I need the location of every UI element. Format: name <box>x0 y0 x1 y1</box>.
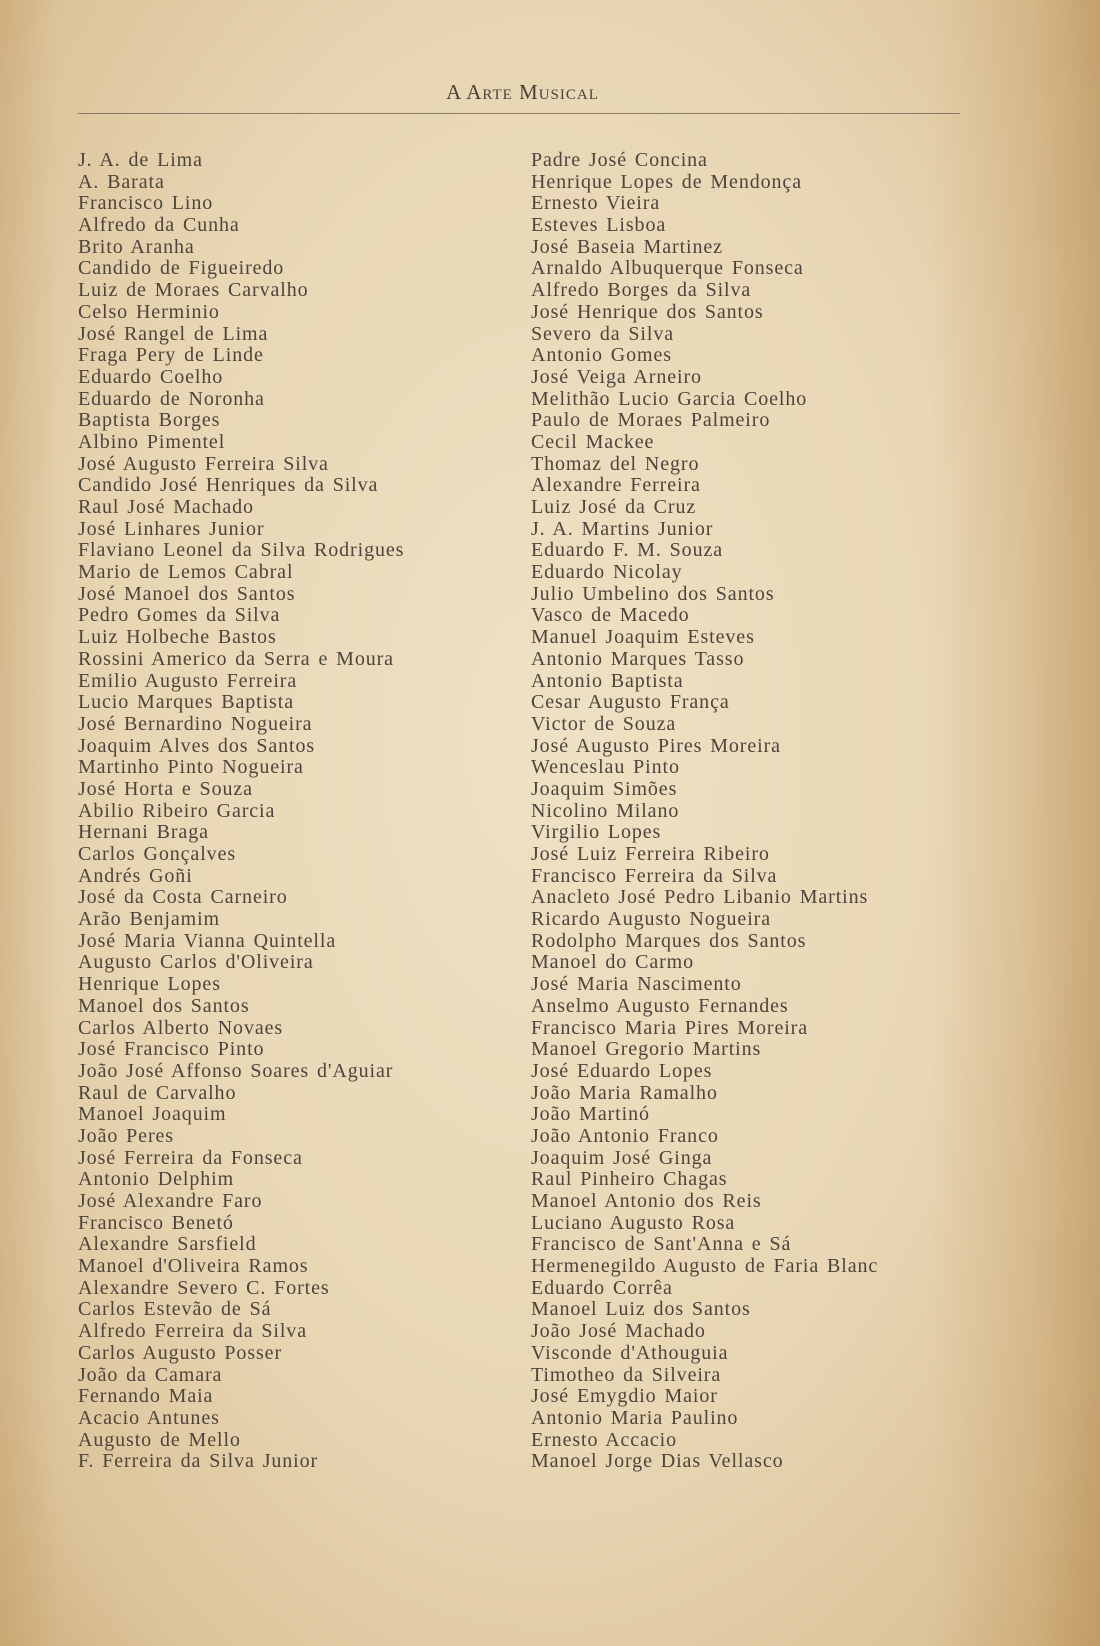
name-entry: Joaquim José Ginga <box>531 1146 713 1169</box>
name-entry: Augusto Carlos d'Oliveira <box>78 951 314 974</box>
name-entry: Manoel Joaquim <box>78 1103 227 1126</box>
name-entry: Antonio Gomes <box>531 344 672 367</box>
name-entry: Eduardo Nicolay <box>531 561 683 584</box>
name-entry: José Emygdio Maior <box>531 1385 718 1408</box>
name-entry: Manoel Antonio dos Reis <box>531 1190 762 1212</box>
name-entry: Virgilio Lopes <box>531 821 662 844</box>
name-entry: Carlos Alberto Novaes <box>78 1016 284 1039</box>
name-entry: Melithão Lucio Garcia Coelho <box>531 387 808 410</box>
name-entry: A. Barata <box>78 170 165 193</box>
name-entry: Victor de Souza <box>531 712 677 735</box>
name-entry: Emilio Augusto Ferreira <box>78 669 298 692</box>
name-entry: Pedro Gomes da Silva <box>78 604 281 627</box>
name-entry: Andrés Goñi <box>78 864 193 887</box>
name-entry: Fraga Pery de Linde <box>78 344 264 367</box>
left-name-column <box>78 150 404 1473</box>
name-entry: Antonio Baptista <box>531 669 684 692</box>
name-entry: Celso Herminio <box>78 300 220 323</box>
name-entry: Alexandre Severo C. Fortes <box>78 1276 330 1299</box>
name-entry: Acacio Antunes <box>78 1406 220 1429</box>
name-entry: Flaviano Leonel da Silva Rodrigues <box>78 539 405 562</box>
name-entry: Antonio Delphim <box>78 1168 235 1191</box>
name-entry: Raul de Carvalho <box>78 1081 237 1104</box>
name-entry: Hermenegildo Augusto de Faria Blanc <box>531 1255 879 1278</box>
name-entry: Brito Aranha <box>78 235 195 258</box>
name-entry: Antonio Maria Paulino <box>531 1406 739 1429</box>
name-entry: João José Machado <box>531 1320 706 1343</box>
name-entry: Alfredo da Cunha <box>78 214 240 237</box>
name-entry: Abilio Ribeiro Garcia <box>78 799 276 822</box>
name-entry: José Linhares Junior <box>78 517 265 540</box>
name-entry: Timotheo da Silveira <box>531 1363 722 1386</box>
name-entry: João da Camara <box>78 1363 223 1386</box>
name-entry: José Eduardo Lopes <box>531 1059 713 1082</box>
name-entry: João Martinó <box>531 1103 650 1126</box>
name-entry: Carlos Gonçalves <box>78 843 237 865</box>
name-entry: Esteves Lisboa <box>531 214 667 237</box>
name-entry: Anacleto José Pedro Libanio Martins <box>531 886 869 909</box>
name-entry: Manoel dos Santos <box>78 994 250 1017</box>
name-entry: Baptista Borges <box>78 409 221 432</box>
name-entry: Hernani Braga <box>78 821 209 844</box>
name-entry: Luiz de Moraes Carvalho <box>78 279 309 302</box>
name-entry: José Horta e Souza <box>78 777 253 800</box>
name-entry: Albino Pimentel <box>78 430 226 453</box>
name-entry: José Maria Nascimento <box>531 973 742 996</box>
name-entry: José Baseia Martinez <box>531 235 723 258</box>
name-entry: João Antonio Franco <box>531 1124 719 1147</box>
name-entry: José Manoel dos Santos <box>78 582 296 605</box>
name-entry: Fernando Maia <box>78 1385 214 1408</box>
name-entry: Joaquim Simões <box>531 777 678 800</box>
name-entry: Raul José Machado <box>78 496 254 518</box>
name-entry: Alfredo Borges da Silva <box>531 279 752 302</box>
name-entry: João Peres <box>78 1124 174 1147</box>
name-entry: J. A. Martins Junior <box>531 517 714 540</box>
name-entry: Mario de Lemos Cabral <box>78 561 294 584</box>
name-entry: Lucio Marques Baptista <box>78 691 294 714</box>
header-rule <box>78 113 960 114</box>
name-entry: Padre José Concina <box>531 149 708 171</box>
name-entry: Thomaz del Negro <box>531 452 700 475</box>
name-entry: Augusto de Mello <box>78 1428 241 1451</box>
name-entry: Visconde d'Athouguia <box>531 1341 729 1364</box>
right-name-column <box>531 150 878 1473</box>
name-entry: José Augusto Pires Moreira <box>531 734 781 757</box>
name-entry: Candido José Henriques da Silva <box>78 474 379 497</box>
name-entry: F. Ferreira da Silva Junior <box>78 1450 319 1473</box>
name-entry: Manoel Gregorio Martins <box>531 1038 762 1061</box>
name-entry: José Augusto Ferreira Silva <box>78 452 329 475</box>
name-entry: Vasco de Macedo <box>531 604 690 627</box>
name-entry: Ernesto Vieira <box>531 192 661 215</box>
name-entry: José Rangel de Lima <box>78 322 269 345</box>
name-entry: José Maria Vianna Quintella <box>78 929 337 952</box>
name-entry: Manoel do Carmo <box>531 951 695 974</box>
name-entry: Candido de Figueiredo <box>78 257 285 280</box>
name-entry: Henrique Lopes <box>78 973 221 996</box>
name-entry: Rossini Americo da Serra e Moura <box>78 647 394 670</box>
name-entry: Alexandre Sarsfield <box>78 1233 257 1256</box>
name-entry: José da Costa Carneiro <box>78 886 288 909</box>
name-entry: José Bernardino Nogueira <box>78 712 313 735</box>
name-entry: Francisco Maria Pires Moreira <box>531 1016 809 1039</box>
name-entry: Alexandre Ferreira <box>531 474 701 497</box>
name-entry: João Maria Ramalho <box>531 1081 718 1104</box>
name-entry: José Veiga Arneiro <box>531 365 702 388</box>
name-entry: Henrique Lopes de Mendonça <box>531 170 802 193</box>
name-entry: Wenceslau Pinto <box>531 756 680 779</box>
name-entry: Francisco Ferreira da Silva <box>531 864 778 887</box>
name-entry: Nicolino Milano <box>531 799 680 822</box>
name-entry: Raul Pinheiro Chagas <box>531 1168 728 1191</box>
name-entry: Anselmo Augusto Fernandes <box>531 994 789 1017</box>
name-entry: Manoel Jorge Dias Vellasco <box>531 1450 784 1473</box>
name-entry: Luiz Holbeche Bastos <box>78 626 277 649</box>
name-entry: Cecil Mackee <box>531 430 655 453</box>
name-entry: Rodolpho Marques dos Santos <box>531 929 807 952</box>
name-entry: Carlos Augusto Posser <box>78 1341 283 1364</box>
name-entry: Manuel Joaquim Esteves <box>531 626 755 649</box>
name-entry: Eduardo Coelho <box>78 365 224 388</box>
name-entry: Carlos Estevão de Sá <box>78 1298 272 1321</box>
name-entry: Luciano Augusto Rosa <box>531 1211 736 1234</box>
name-entry: José Ferreira da Fonseca <box>78 1146 303 1169</box>
name-entry: Eduardo F. M. Souza <box>531 539 724 562</box>
name-entry: José Alexandre Faro <box>78 1190 263 1212</box>
name-entry: José Francisco Pinto <box>78 1038 265 1061</box>
name-entry: Ricardo Augusto Nogueira <box>531 908 772 931</box>
name-entry: Julio Umbelino dos Santos <box>531 582 775 605</box>
name-entry: Antonio Marques Tasso <box>531 647 745 670</box>
name-entry: Paulo de Moraes Palmeiro <box>531 409 771 432</box>
running-header: A Arte Musical <box>446 80 599 104</box>
name-entry: Manoel d'Oliveira Ramos <box>78 1255 309 1278</box>
name-entry: Francisco de Sant'Anna e Sá <box>531 1233 792 1256</box>
name-entry: Francisco Lino <box>78 192 214 215</box>
name-entry: Cesar Augusto França <box>531 691 730 714</box>
name-entry: J. A. de Lima <box>78 149 203 171</box>
name-entry: José Henrique dos Santos <box>531 300 764 323</box>
name-entry: Francisco Benetó <box>78 1211 234 1234</box>
name-entry: Arnaldo Albuquerque Fonseca <box>531 257 804 280</box>
name-entry: Joaquim Alves dos Santos <box>78 734 316 757</box>
name-entry: Martinho Pinto Nogueira <box>78 756 304 779</box>
name-entry: Manoel Luiz dos Santos <box>531 1298 751 1321</box>
name-entry: João José Affonso Soares d'Aguiar <box>78 1059 394 1082</box>
name-entry: Alfredo Ferreira da Silva <box>78 1320 307 1343</box>
name-entry: Arão Benjamim <box>78 908 221 931</box>
name-entry: Ernesto Accacio <box>531 1428 677 1451</box>
name-entry: José Luiz Ferreira Ribeiro <box>531 843 770 865</box>
name-entry: Eduardo de Noronha <box>78 387 265 410</box>
name-entry: Severo da Silva <box>531 322 675 345</box>
name-entry: Luiz José da Cruz <box>531 496 697 518</box>
name-entry: Eduardo Corrêa <box>531 1276 673 1299</box>
